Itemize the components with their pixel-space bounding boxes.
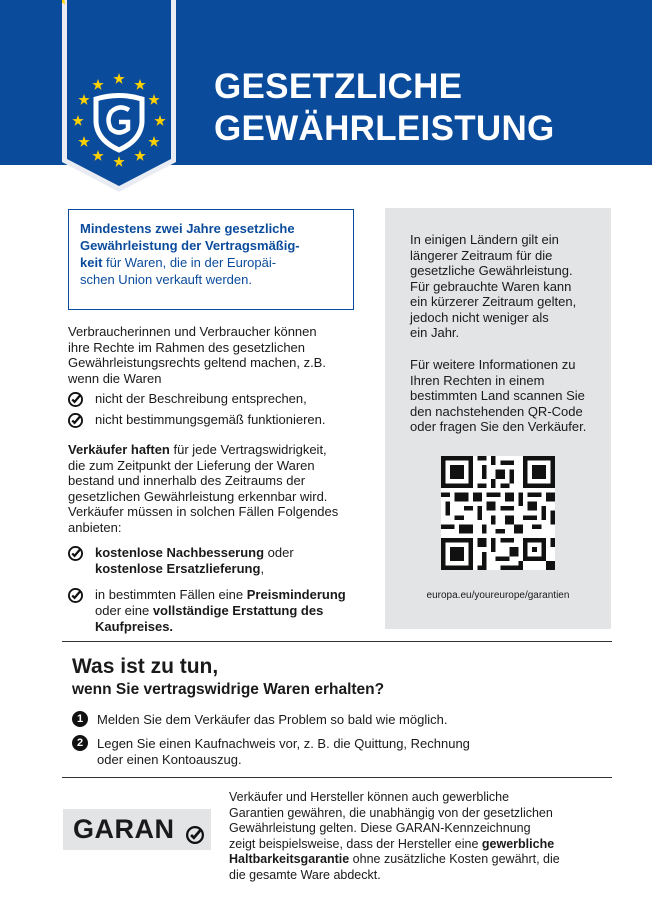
list-item: in bestimmten Fällen eine Preisminderung oder eine vollständige Erstattung des Kaufpreises. xyxy=(68,587,358,635)
intro-box: Mindestens zwei Jahre gesetzliche Gewährleistung der Vertragsmäßig- keit für Waren, die in der Europäi- schen Union verkauft werden. xyxy=(68,209,354,310)
check-circle-icon xyxy=(186,826,204,844)
garan-description: Verkäufer und Hersteller können auch gewerbliche Garantien gewähren, die unabhängig von der gesetzlichen Gewährleistung gelten. Diese GARAN-Kennzeichnung zeigt beispielsweise, dass der Hersteller eine gewerbliche Haltbarkeitsgarantie ohne zusätzliche Kosten gewährt, die die gesamte Ware abdeckt. xyxy=(229,790,560,882)
section-heading: Was ist zu tun, xyxy=(72,655,219,678)
remedies-list xyxy=(68,545,358,635)
divider xyxy=(62,777,612,778)
qr-url-link[interactable]: europa.eu/youreurope/garantien xyxy=(426,590,570,601)
page-title: GESETZLICHE GEWÄHRLEISTUNG xyxy=(214,67,555,148)
step-number-icon: 2 xyxy=(72,735,88,751)
list-item: nicht der Beschreibung entsprechen, xyxy=(68,391,358,407)
rights-list xyxy=(68,391,358,428)
check-circle-icon xyxy=(68,588,83,603)
check-circle-icon xyxy=(68,392,83,407)
info-paragraph-1: In einigen Ländern gilt ein längerer Zeitraum für die gesetzliche Gewährleistung. Für gebrauchte Waren kann ein kürzerer Zeitraum gelten, jedoch nicht weniger als ein Jahr. xyxy=(410,232,577,340)
step-item: 2 Legen Sie einen Kaufnachweis vor, z. B. die Quittung, Rechnung oder einen Kontoauszug. xyxy=(72,736,517,768)
step-item: 1 Melden Sie dem Verkäufer das Problem so bald wie möglich. xyxy=(72,712,517,728)
divider xyxy=(62,641,612,642)
step-number-icon: 1 xyxy=(72,711,88,727)
list-item: kostenlose Nachbesserung oder kostenlose Ersatzlieferung, xyxy=(68,545,358,577)
garan-logo: GARAN xyxy=(63,809,211,850)
info-paragraph-2: Für weitere Informationen zu Ihren Rechten in einem bestimmten Land scannen Sie den nachstehenden QR-Code oder fragen Sie den Verkäufer. xyxy=(410,357,587,434)
qr-code-icon[interactable] xyxy=(441,456,555,570)
check-circle-icon xyxy=(68,546,83,561)
section-subheading: wenn Sie vertragswidrige Waren erhalten? xyxy=(72,681,385,698)
check-circle-icon xyxy=(68,413,83,428)
eu-stars-shield-g-icon xyxy=(62,0,176,192)
list-item: nicht bestimmungsgemäß funktionieren. xyxy=(68,412,358,428)
sellers-paragraph: Verkäufer haften für jede Vertragswidrigkeit, die zum Zeitpunkt der Lieferung der Waren bestand und innerhalb des Zeitraums der gesetzlichen Gewährleistung erkennbar wird. Verkäufer müssen in solchen Fällen Folgendes anbieten: xyxy=(68,442,339,535)
rights-intro: Verbraucherinnen und Verbraucher können ihre Rechte im Rahmen des gesetzlichen Gewährleistungsrechts geltend machen, z.B. wenn die Waren xyxy=(68,324,326,386)
